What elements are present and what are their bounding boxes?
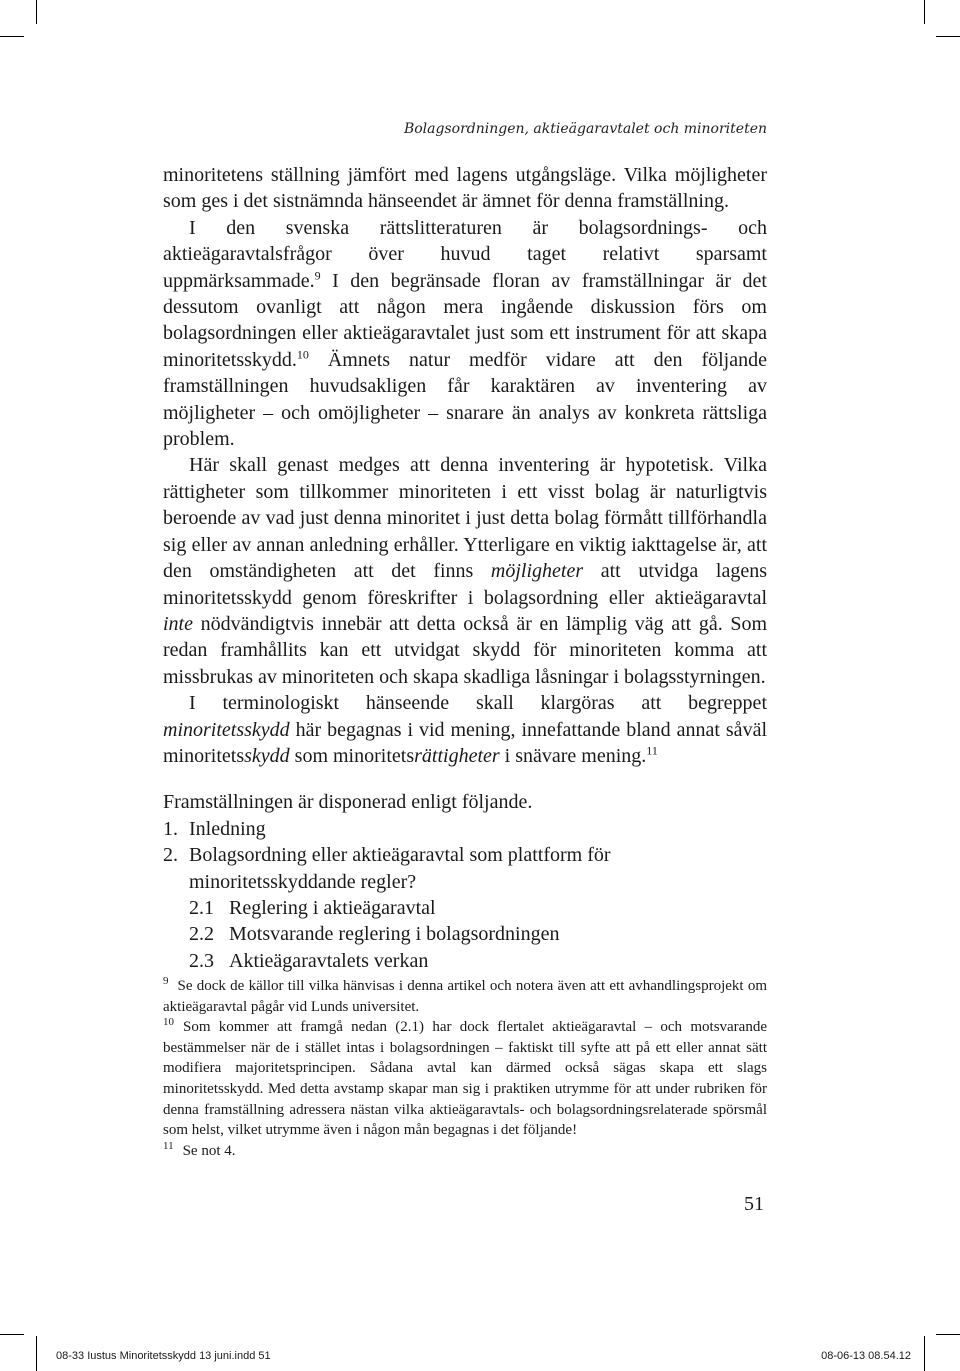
- paragraph: minoritetens ställning jämfört med lagens utgångsläge. Vilka möjligheter som ges i det sistnämnda hänseendet är ämnet för denna framställning.: [163, 164, 767, 213]
- outline-item: 1. Inledning: [163, 817, 266, 840]
- footnote: $^9$ Se dock de källor till vilka hänvisas i denna artikel och notera även att ett avhandlingsprojekt om aktieägaravtal pågår vid Lunds universitet.: [163, 975, 767, 1015]
- paragraph: Här skall genast medges att denna inventering är hypotetisk. Vilka rättigheter som tillkommer minoriteten i ett visst bolag är naturligtvis beroende av vad just denna minoritet i just detta bolag förmått tillförhandla sig eller av annan anledning erhåller. Ytterligare en viktig iakttagelse är, att den omständigheten att det finns möjligheter att utvidga lagens minoritetsskydd genom föreskrifter i bolagsordning eller aktieägaravtal inte nödvändigtvis innebär att detta också är en lämplig väg att gå. Som redan framhållits kan ett utvidgat skydd för minoriteten komma att missbrukas av minoriteten och skapa skadliga låsningar i bolagsstyrningen.: [163, 454, 767, 688]
- crop-mark: [0, 36, 24, 37]
- outline-item: 2. Bolagsordning eller aktieägaravtal som plattform för minoritetsskyddande regler?: [163, 844, 611, 893]
- paragraph: I terminologiskt hänseende skall klargöras att begreppet minoritetsskydd här begagnas i vid mening, innefattande bland annat såväl minoritetsskydd som minoritetsrättigheter i snävare mening.$^{11}$: [163, 692, 767, 767]
- crop-mark: [936, 1334, 960, 1335]
- crop-mark: [0, 1334, 24, 1335]
- paragraph: I den svenska rättslitteraturen är bolagsordnings- och aktieägaravtalsfrågor över huvud taget relativt sparsamt uppmärksammade.$^9$ I den begränsade floran av framställningar är det dessutom ovanligt att någon mera ingående diskussion förs om bolagsordningen eller aktieägaravtalet just som ett instrument för att skapa minoritetsskydd.$^{10}$ Ämnets natur medför vidare att den följande framställningen huvudsakligen får karaktären av inventering av möjligheter – och omöjligheter – snarare än analys av konkreta rättsliga problem.: [163, 216, 767, 451]
- outline-subitem: 2.3 Aktieägaravtalets verkan: [189, 949, 429, 972]
- print-slug-file: 08-33 Iustus Minoritetsskydd 13 juni.indd 51: [56, 1350, 271, 1362]
- crop-mark: [36, 1336, 37, 1371]
- footnote-ref[interactable]: 9: [314, 267, 321, 282]
- crop-mark: [36, 0, 37, 24]
- footnote-ref[interactable]: 10: [296, 347, 309, 362]
- crop-mark: [924, 1336, 925, 1371]
- footnote: $^{11}$ Se not 4.: [163, 1139, 236, 1159]
- running-header: Bolagsordningen, aktieägaravtalet och minoriteten: [403, 121, 767, 137]
- outline-subitem: 2.1 Reglering i aktieägaravtal: [189, 896, 436, 919]
- crop-mark: [936, 36, 960, 37]
- outline-subitem: 2.2 Motsvarande reglering i bolagsordningen: [189, 923, 560, 946]
- footnote-ref[interactable]: 11: [646, 743, 658, 758]
- outline-title: Framställningen är disponerad enligt följande.: [163, 791, 533, 814]
- footnotes: [163, 976, 767, 1161]
- print-slug-date: 08-06-13 08.54.12: [821, 1350, 911, 1362]
- body-text: [163, 162, 767, 974]
- page-number: 51: [744, 1193, 764, 1215]
- crop-mark: [924, 0, 925, 24]
- footnote: $^{10}$ Som kommer att framgå nedan (2.1) har dock flertalet aktieägaravtal – och motsvarande bestämmelser när de i stället intas i bolagsordningen – faktiskt till syfte att på ett eller annat sätt modifiera majoritetsprincipen. Sådana avtal kan därmed också sägas skapa ett slags minoritetsskydd. Med detta avstamp skapar man sig i praktiken utrymme för att under rubriken för denna framställning adressera nästan vilka aktieägaravtals- och bolagsordningsrelaterade spörsmål som helst, vilket utrymme även i någon mån begagnas i det följande!: [163, 1016, 767, 1139]
